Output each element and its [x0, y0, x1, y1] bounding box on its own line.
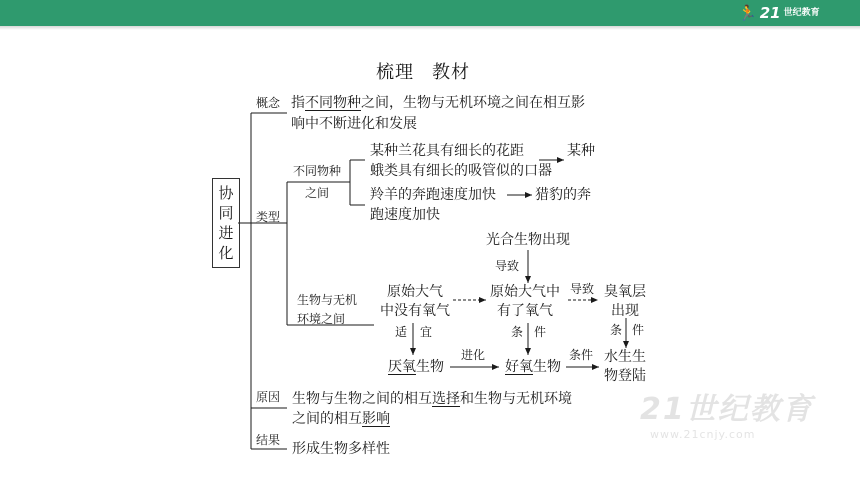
example-1-line-2: 蛾类具有细长的吸管似的口器 — [370, 163, 552, 179]
node-anaerobic: 厌氧生物 — [388, 359, 444, 375]
example-1-line-1: 某种兰花具有细长的花距 — [370, 143, 524, 159]
reason-line-1: 生物与生物之间的相互选择和生物与无机环境 — [292, 391, 572, 407]
cond-b-1: 条 — [511, 325, 524, 339]
node-no-o2-1: 原始大气 — [387, 284, 443, 300]
node-o2-1: 原始大气中 — [490, 284, 560, 300]
node-no-o2-2: 中没有氧气 — [380, 303, 450, 319]
type-label: 类型 — [256, 210, 281, 224]
logo-number: 21 — [759, 4, 781, 22]
root-char: 进 — [218, 224, 234, 242]
node-ozone-1: 臭氧层 — [604, 284, 646, 300]
cond-a-1: 适 — [395, 325, 408, 339]
watermark-brand: 21世纪教育 — [640, 392, 814, 427]
concept-line-2: 响中不断进化和发展 — [291, 116, 417, 132]
label-evolution: 进化 — [461, 348, 486, 362]
cond-a-2: 宜 — [420, 325, 433, 339]
watermark-url: www.21cnjy.com — [650, 428, 756, 441]
watermark — [640, 384, 845, 444]
label-leads-to: 导致 — [495, 259, 520, 273]
label-condition: 条件 — [569, 348, 594, 362]
reason-line-2: 之间的相互影响 — [292, 411, 390, 427]
node-aerobic: 好氧生物 — [505, 359, 561, 375]
title-right: 教材 — [432, 62, 470, 83]
concept-line-1: 指不同物种之间，生物与无机环境之间在相互影 — [291, 95, 585, 111]
node-o2-2: 有了氧气 — [497, 303, 553, 319]
example-1-target: 某种 — [567, 143, 595, 159]
cond-c-1: 条 — [610, 323, 623, 337]
root-char: 同 — [218, 204, 234, 222]
env-label-2: 环境之间 — [297, 312, 346, 326]
species-label-1: 不同物种 — [293, 164, 342, 178]
result-label: 结果 — [256, 433, 281, 447]
node-aquatic-2: 物登陆 — [604, 368, 646, 384]
species-label-2: 之间 — [305, 186, 330, 200]
env-label-1: 生物与无机 — [297, 293, 358, 307]
root-box-coevolution — [212, 178, 240, 268]
label-leads-to-2: 导致 — [570, 282, 595, 296]
reason-label: 原因 — [256, 390, 281, 404]
runner-icon: 🏃 — [738, 4, 757, 22]
node-aquatic-1: 水生生 — [604, 349, 646, 365]
concept-label: 概念 — [256, 96, 281, 110]
example-2-right: 猎豹的奔 — [535, 187, 591, 203]
logo-text: 世纪教育 — [783, 8, 820, 18]
title-left: 梳理 — [376, 62, 414, 83]
node-photosynthetic: 光合生物出现 — [486, 232, 570, 248]
example-2-left: 羚羊的奔跑速度加快 — [370, 187, 496, 203]
result-text: 形成生物多样性 — [292, 441, 390, 457]
root-char: 化 — [218, 244, 234, 262]
node-ozone-2: 出现 — [611, 303, 639, 319]
example-2-line-2: 跑速度加快 — [370, 207, 440, 223]
root-char: 协 — [218, 184, 234, 202]
cond-c-2: 件 — [632, 323, 645, 337]
cond-b-2: 件 — [534, 325, 547, 339]
